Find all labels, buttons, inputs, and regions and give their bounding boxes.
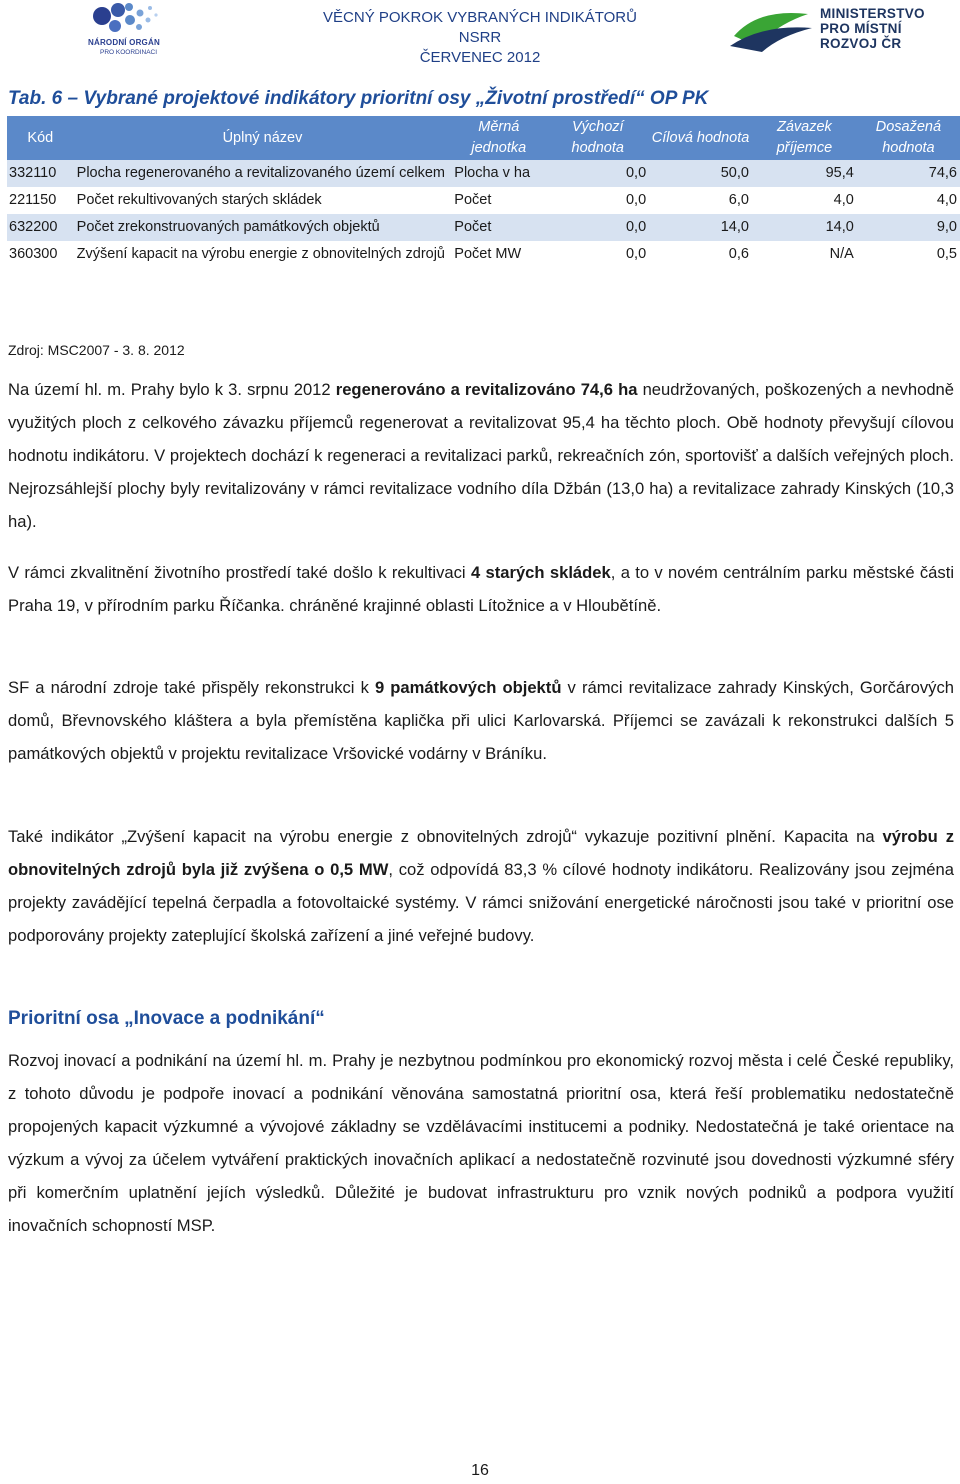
cell-achieved: 9,0 — [857, 214, 960, 241]
cell-code: 632200 — [7, 214, 74, 241]
national-coordination-body-logo — [82, 0, 174, 60]
table-row — [7, 241, 960, 268]
cell-target: 0,6 — [649, 241, 752, 268]
col-code: Kód — [7, 116, 74, 160]
paragraph-innovation: Rozvoj inovací a podnikání na území hl. m. Prahy je nezbytnou podmínkou pro ekonomický rozvoj města i celé České republiky, z tohoto důvodu je podpoře inovací a podnikání věnována samostatná prioritní osa, která řeší problematiku nedostatečně propojených kapacit výzkumné a vývojové základny se vzdělávacími institucemi a podniky. Nedostatečná je také orientace na výzkum a vývoj za účelem vytváření praktických inovačních aplikací a nedostatečně rozvinuté jsou dovednosti výzkumné sféry při komerčním uplatnění jejích výsledků. Důležité je budovat infrastrukturu pro vznik nových podniků a podpora využití inovačních schopností MSP. — [8, 1051, 954, 1235]
ministry-line1: MINISTERSTVO — [820, 6, 925, 21]
paragraph-renewables — [8, 820, 954, 952]
cell-unit: Počet — [451, 187, 546, 214]
cell-start: 0,0 — [546, 187, 649, 214]
cell-target: 14,0 — [649, 214, 752, 241]
cell-target: 50,0 — [649, 160, 752, 187]
p4-text-a: Také indikátor „Zvýšení kapacit na výrobu energie z obnovitelných zdrojů“ vykazuje pozitivní plnění. Kapacita na — [8, 827, 883, 846]
p1-text-bold: regenerováno a revitalizováno 74,6 ha — [335, 380, 638, 399]
col-commitment: Závazek příjemce — [752, 116, 857, 160]
p4-text-c: , což odpovídá 83,3 % cílové hodnoty indikátoru. Realizovány jsou zejména projekty zavádějící tepelná čerpadla a fotovoltaické systémy. V rámci snižování energetické náročnosti jsou také v prioritní ose podporovány projekty zateplující školská zařízení a jiné veřejné budovy. — [8, 860, 954, 945]
table-header-row — [7, 116, 960, 160]
col-achieved: Dosažená hodnota — [857, 116, 960, 160]
col-target: Cílová hodnota — [649, 116, 752, 160]
cell-target: 6,0 — [649, 187, 752, 214]
cell-name: Plocha regenerovaného a revitalizovaného území celkem — [74, 160, 452, 187]
cell-start: 0,0 — [546, 241, 649, 268]
left-logo-line1: NÁRODNÍ ORGÁN — [88, 38, 160, 47]
table-row — [7, 160, 960, 187]
page-header — [0, 0, 960, 64]
cell-unit: Počet MW — [451, 241, 546, 268]
cell-unit: Plocha v ha — [451, 160, 546, 187]
cell-code: 360300 — [7, 241, 74, 268]
cell-name: Počet zrekonstruovaných památkových objektů — [74, 214, 452, 241]
ministry-line3: ROZVOJ ČR — [820, 36, 902, 51]
cell-code: 332110 — [7, 160, 74, 187]
ministry-line2: PRO MÍSTNÍ — [820, 21, 902, 36]
cell-commitment: 95,4 — [752, 160, 857, 187]
left-logo-line2: PRO KOORDINACI — [100, 49, 158, 56]
cell-start: 0,0 — [546, 214, 649, 241]
p3-text-c: v rámci revitalizace zahrady Kinských, Gorčárových domů, Břevnovského kláštera a byla přemístěna kaplička při ulici Karlovarská. Příjemci se zavázali k rekonstrukci dalších 5 památkových objektů v projektu revitalizace Vršovické vodárny v Bráníku. — [8, 678, 954, 763]
cell-commitment: 14,0 — [752, 214, 857, 241]
report-title-line1: VĚCNÝ POKROK VYBRANÝCH INDIKÁTORŮ NSRR — [323, 9, 637, 46]
page-number: 16 — [471, 1462, 489, 1479]
table-source: Zdroj: MSC2007 - 3. 8. 2012 — [8, 342, 185, 358]
report-title — [300, 8, 660, 68]
paragraph-monuments — [8, 671, 954, 770]
p1-text-a: Na území hl. m. Prahy bylo k 3. srpnu 2012 — [8, 380, 336, 399]
table-row — [7, 214, 960, 241]
cell-name: Zvýšení kapacit na výrobu energie z obnovitelných zdrojů — [74, 241, 452, 268]
p2-text-bold: 4 starých skládek — [470, 563, 611, 582]
p1-text-c: neudržovaných, poškozených a nevhodně využitých ploch z celkového závazku příjemců regenerovat a revitalizovat 95,4 ha těchto ploch. Obě hodnoty převyšují cílovou hodnotu indikátoru. V projektech dochází k regeneraci a revitalizaci parků, rekreačních zón, sportovišť a dalších veřejných ploch. Nejrozsáhlejší plochy byly revitalizovány v rámci revitalizace vodního díla Džbán (13,0 ha) a revitalizace zahrady Kinských (10,3 ha). — [8, 380, 955, 531]
report-title-line2: ČERVENEC 2012 — [419, 49, 541, 66]
ministry-logo — [728, 6, 958, 56]
cell-start: 0,0 — [546, 160, 649, 187]
col-start: Výchozí hodnota — [546, 116, 649, 160]
table-row — [7, 187, 960, 214]
cell-code: 221150 — [7, 187, 74, 214]
cell-commitment: N/A — [752, 241, 857, 268]
p4-text-bold: výrobu z obnovitelných zdrojů byla již zvýšena o 0,5 MW — [8, 827, 954, 879]
cell-achieved: 74,6 — [857, 160, 960, 187]
cell-unit: Počet — [451, 214, 546, 241]
table-caption: Tab. 6 – Vybrané projektové indikátory prioritní osy „Životní prostředí“ OP PK — [8, 88, 709, 109]
cell-achieved: 0,5 — [857, 241, 960, 268]
paragraph-landfills — [8, 556, 954, 622]
section-heading: Prioritní osa „Inovace a podnikání“ — [8, 1008, 325, 1029]
p3-text-bold: 9 památkových objektů — [374, 678, 562, 697]
ministry-emblem-icon — [728, 6, 816, 54]
paragraph-regeneration — [8, 373, 954, 538]
p3-text-a: SF a národní zdroje také přispěly rekonstrukci k — [8, 678, 375, 697]
cell-achieved: 4,0 — [857, 187, 960, 214]
cell-name: Počet rekultivovaných starých skládek — [74, 187, 452, 214]
col-unit: Měrná jednotka — [451, 116, 546, 160]
indicators-table — [7, 116, 960, 268]
ministry-name — [820, 6, 925, 51]
cell-commitment: 4,0 — [752, 187, 857, 214]
p2-text-c: , a to v novém centrálním parku městské části Praha 19, v přírodním parku Říčanka. chráněné krajinné oblasti Lítožnice a v Hloubětíně. — [8, 563, 955, 615]
dots-logo-icon — [82, 0, 174, 40]
p2-text-a: V rámci zkvalitnění životního prostředí také došlo k rekultivaci — [8, 563, 471, 582]
col-name: Úplný název — [74, 116, 452, 160]
